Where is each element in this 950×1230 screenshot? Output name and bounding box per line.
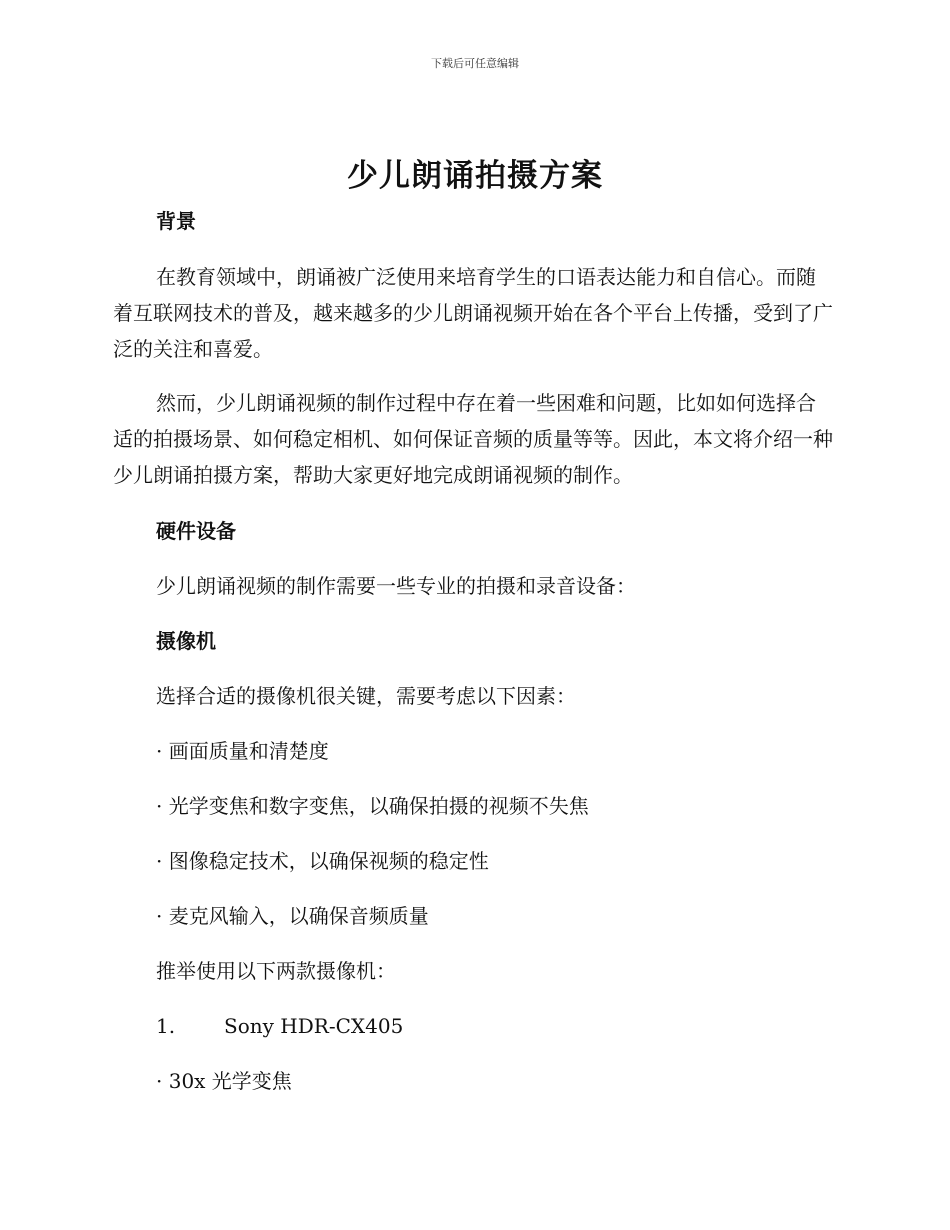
ordered-list-item: [113, 1010, 833, 1042]
heading-background: 背景: [156, 209, 196, 233]
document-title: 少儿朗诵拍摄方案: [347, 158, 603, 194]
list-item: · 图像稳定技术，以确保视频的稳定性: [156, 849, 489, 873]
paragraph-background-2: 然而，少儿朗诵视频的制作过程中存在着一些困难和问题，比如如何选择合适的拍摄场景、如何稳定相机、如何保证音频的质量等等。因此，本文将介绍一种少儿朗诵拍摄方案，帮助大家更好地完成朗诵视频的制作。: [113, 391, 833, 487]
list-item: · 30x 光学变焦: [156, 1069, 292, 1093]
camera-model-name: Sony HDR-CX405: [224, 1014, 404, 1038]
list-item: · 麦克风输入，以确保音频质量: [156, 904, 429, 928]
document-body: [113, 205, 833, 1097]
list-number: 1.: [156, 1014, 176, 1038]
paragraph-hardware-intro: 少儿朗诵视频的制作需要一些专业的拍摄和录音设备：: [156, 574, 636, 598]
heading-camera: 摄像机: [156, 629, 216, 653]
paragraph-background-1: 在教育领域中，朗诵被广泛使用来培育学生的口语表达能力和自信心。而随着互联网技术的普及，越来越多的少儿朗诵视频开始在各个平台上传播，受到了广泛的关注和喜爱。: [113, 265, 833, 361]
list-item: · 画面质量和清楚度: [156, 739, 329, 763]
list-item: · 光学变焦和数字变焦，以确保拍摄的视频不失焦: [156, 794, 589, 818]
paragraph-recommend-intro: 推举使用以下两款摄像机：: [156, 959, 396, 983]
paragraph-camera-intro: 选择合适的摄像机很关键，需要考虑以下因素：: [156, 684, 576, 708]
page-header: 下载后可任意编辑: [431, 57, 519, 70]
heading-hardware: 硬件设备: [156, 519, 236, 543]
